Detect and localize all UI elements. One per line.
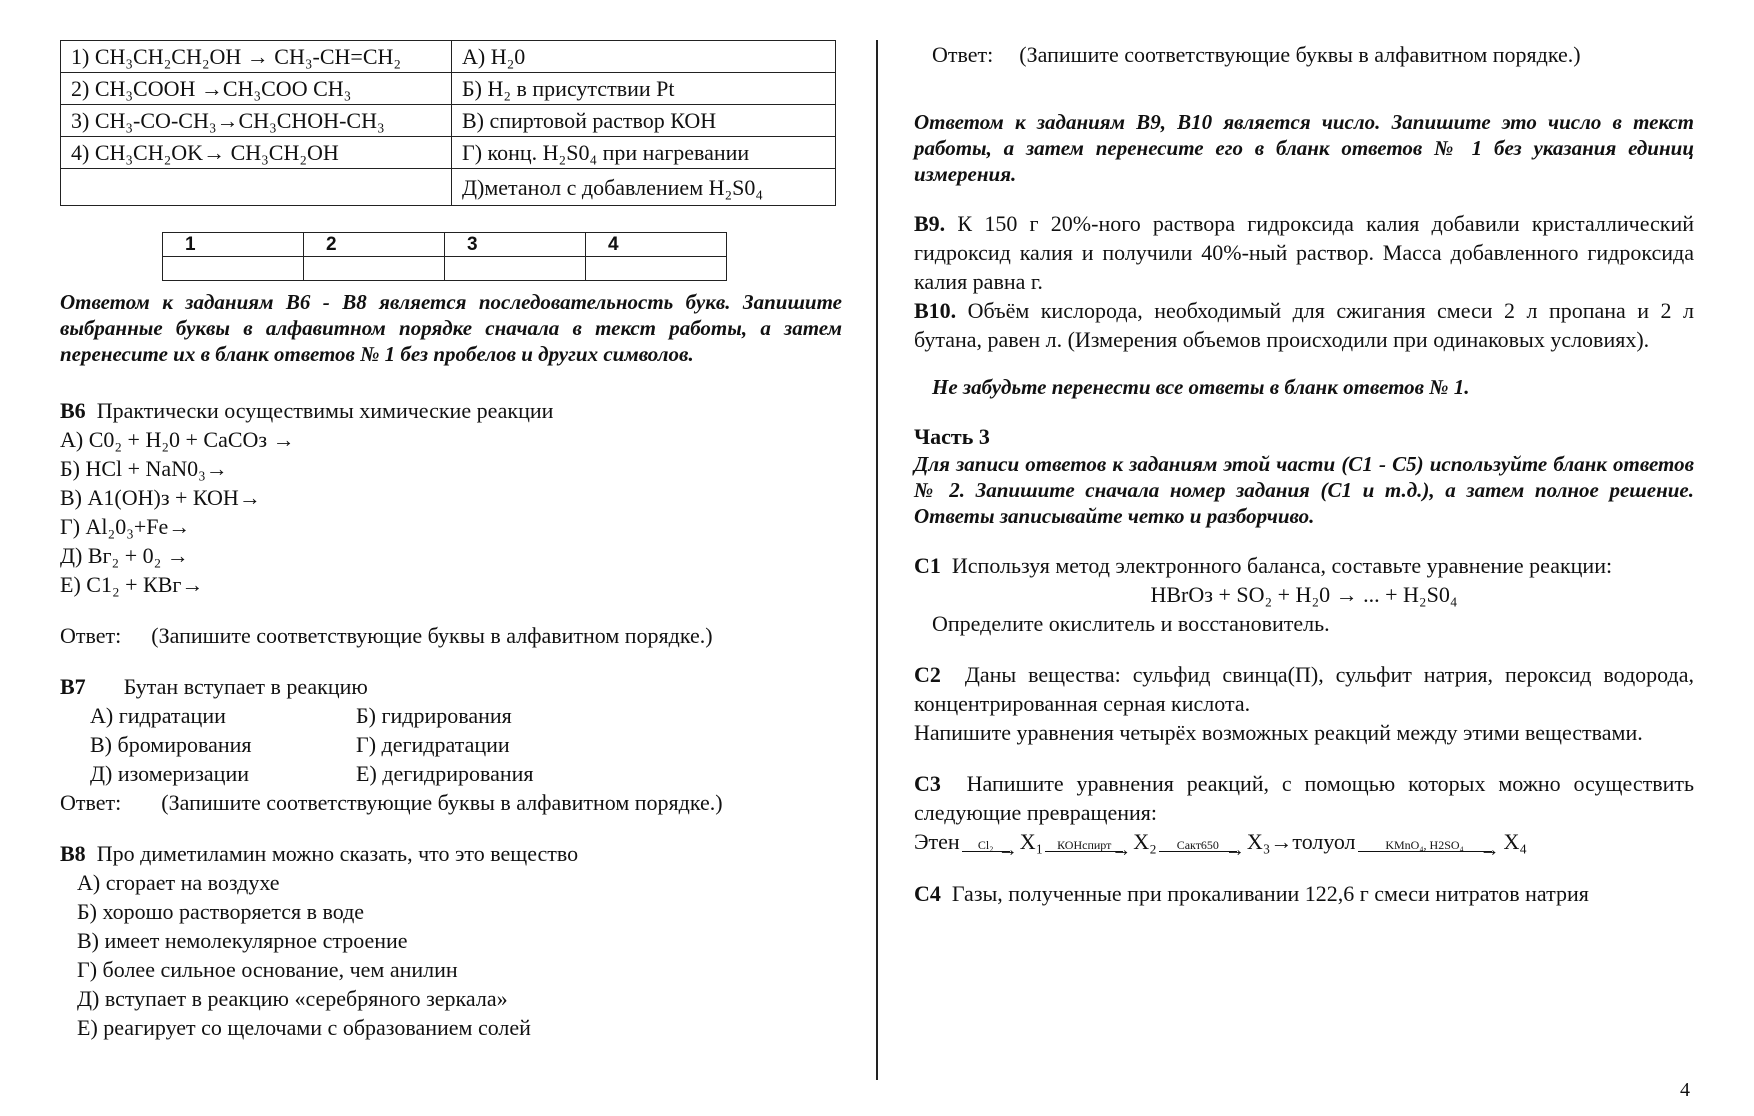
reagent-cell: Г) конц. H₂S0₄ при нагревании: [452, 137, 836, 169]
part3-instruction: Для записи ответов к заданиям этой части (С1 - С5) используйте бланк ответов № 2. Запишите сначала номер задания (С1 и т.д.), а затем полное решение. Ответы записывайте четко и разборчиво.: [914, 452, 1694, 528]
table-row: [61, 41, 836, 73]
b7-option: Е) дегидрирования: [356, 761, 534, 786]
b6-question: [60, 396, 842, 425]
chain-x4: X₄: [1503, 829, 1528, 854]
c3-task: [914, 769, 1694, 827]
b7-option: В) бромирования: [90, 732, 252, 757]
b7-label: В7: [60, 674, 86, 699]
answer-line: [914, 40, 1694, 69]
b9-text: К 150 г 20%-ного раствора гидроксида калия добавили кристаллический гидроксид калия и получили 40%-ный раствор. Масса добавленного гидроксида калия равна г.: [914, 211, 1695, 294]
arrow-condition: Cакт650: [1176, 838, 1219, 852]
b7-options-row: [60, 701, 842, 730]
b6-label: В6: [60, 398, 86, 423]
instruction-b6-b8: Ответом к заданиям В6 - В8 является последовательность букв. Запишите выбранные буквы в алфавитном порядке сначала в текст работы, а затем перенесите их в бланк ответов № 1 без пробелов и других символов.: [60, 290, 842, 366]
b8-text: Про диметиламин можно сказать, что это вещество: [96, 841, 579, 866]
b7-options-row: [60, 759, 842, 788]
b9-task: [914, 209, 1694, 296]
reaction-cell: 3) CH₃-CO-CH₃→CH₃CHOH-CH₃: [61, 105, 452, 137]
answer-header-3: 3: [445, 233, 586, 257]
b6-option: Д) Вг₂ + 0₂ →: [60, 543, 189, 568]
instruction-b9-b10: Ответом к заданиям В9, В10 является число. Запишите это число в текст работы, а затем перенесите его в бланк ответов № 1 без указания единиц измерения.: [914, 110, 1694, 186]
b8-option: Г) более сильное основание, чем анилин: [77, 957, 458, 982]
c2-subtask: Напишите уравнения четырёх возможных реакций между этими веществами.: [914, 720, 1643, 745]
b8-option: Е) реагирует со щелочами с образованием солей: [77, 1015, 531, 1040]
answer-cell-3[interactable]: [445, 257, 586, 281]
chain-arrow-3: [1159, 839, 1237, 859]
b7-options-row: [60, 730, 842, 759]
chain-x1: X₁: [1019, 829, 1044, 854]
b7-question: [60, 672, 842, 701]
answer-label: Ответ:: [60, 790, 122, 815]
b7-option: А) гидратации: [90, 703, 226, 728]
reagent-cell: А) H₂0: [452, 41, 836, 73]
chain-start: Этен: [914, 829, 960, 854]
reaction-cell: 1) CH₃CH₂CH₂OH → CH₃-CH=CH₂: [61, 41, 452, 73]
reaction-cell: 2) CH₃COOH →CH₃COO CH₃: [61, 73, 452, 105]
left-column: [60, 40, 842, 1042]
arrow-condition: Cl₂: [977, 838, 994, 852]
b6-answer-line: [60, 621, 842, 650]
b6-option: А) С0₂ + H₂0 + СаСОз →: [60, 427, 295, 452]
chain-arrow-2: [1045, 839, 1123, 859]
answer-hint: (Запишите соответствующие буквы в алфавитном порядке.): [151, 623, 713, 648]
c1-task: [914, 551, 1694, 580]
b6-option: Е) С1₂ + КВг→: [60, 572, 204, 597]
b7-option: Д) изомеризации: [90, 761, 249, 786]
answer-hint: (Запишите соответствующие буквы в алфавитном порядке.): [1019, 42, 1581, 67]
c2-task: [914, 660, 1694, 718]
chain-x2: X₂: [1133, 829, 1157, 854]
right-column: [914, 40, 1694, 908]
table-row: [61, 105, 836, 137]
b8-label: В8: [60, 841, 86, 866]
matching-table: [60, 40, 836, 206]
b8-option: В) имеет немолекулярное строение: [77, 928, 408, 953]
c2-label: С2: [914, 662, 941, 687]
answer-cell-1[interactable]: [163, 257, 304, 281]
page-number: 4: [1680, 1079, 1690, 1101]
b9-label: В9.: [914, 211, 946, 236]
b7-option: Б) гидрирования: [356, 703, 512, 728]
column-divider: [876, 40, 878, 1080]
answer-label: Ответ:: [932, 42, 994, 67]
c4-text: Газы, полученные при прокаливании 122,6 г смеси нитратов натрия: [951, 881, 1589, 906]
c1-subtask: Определите окислитель и восстановитель.: [932, 611, 1330, 636]
answer-header-1: 1: [163, 233, 304, 257]
reaction-cell: [61, 169, 452, 206]
chain-arrow-4: [1358, 839, 1492, 859]
answer-grid: [162, 232, 727, 281]
c1-equation: HBrOз + SO₂ + H₂0 → ... + H₂S0₄: [1150, 582, 1458, 607]
c3-label: С3: [914, 771, 941, 796]
b8-option: А) сгорает на воздухе: [77, 870, 280, 895]
b7-text: Бутан вступает в реакцию: [123, 674, 368, 699]
reagent-cell: В) спиртовой раствор КОН: [452, 105, 836, 137]
c1-label: С1: [914, 553, 941, 578]
part3-title: Часть 3: [914, 424, 990, 449]
arrow-condition: KMnO₄, H2SO₄: [1385, 838, 1464, 852]
c4-label: С4: [914, 881, 941, 906]
b8-option: Д) вступает в реакцию «серебряного зеркала»: [77, 986, 508, 1011]
answer-hint: (Запишите соответствующие буквы в алфавитном порядке.): [161, 790, 723, 815]
c3-chain: [914, 827, 1694, 859]
b7-option: Г) дегидратации: [356, 732, 510, 757]
table-row: [61, 169, 836, 206]
answer-header-2: 2: [304, 233, 445, 257]
b6-option: В) А1(ОН)з + КОН→: [60, 485, 261, 510]
c2-text: Даны вещества: сульфид свинца(П), сульфит натрия, пероксид водорода, концентрированная серная кислота.: [914, 662, 1694, 716]
b10-label: В10.: [914, 298, 957, 323]
b6-option: Б) HCl + NaN0₃→: [60, 456, 228, 481]
reminder: Не забудьте перенести все ответы в бланк ответов № 1.: [932, 375, 1470, 399]
b6-text: Практически осуществимы химические реакции: [96, 398, 554, 423]
reagent-cell: Б) H₂ в присутствии Pt: [452, 73, 836, 105]
answer-label: Ответ:: [60, 623, 122, 648]
c4-task: [914, 879, 1694, 908]
b6-option: Г) Al₂0₃+Fe→: [60, 514, 191, 539]
answer-cell-4[interactable]: [586, 257, 727, 281]
b10-text: Объём кислорода, необходимый для сжигания смеси 2 л пропана и 2 л бутана, равен л. (Измерения объемов происходили при одинаковых условиях).: [914, 298, 1695, 352]
c3-text: Напишите уравнения реакций, с помощью которых можно осуществить следующие превращения:: [914, 771, 1695, 825]
b10-task: [914, 296, 1694, 354]
table-row: [61, 137, 836, 169]
c1-text: Используя метод электронного баланса, составьте уравнение реакции:: [951, 553, 1613, 578]
chain-arrow-1: [962, 839, 1010, 859]
answer-cell-2[interactable]: [304, 257, 445, 281]
arrow-condition: КОНспирт: [1057, 838, 1112, 852]
b8-option: Б) хорошо растворяется в воде: [77, 899, 365, 924]
b7-answer-line: [60, 788, 842, 817]
b8-question: [60, 839, 842, 868]
reaction-cell: 4) CH₃CH₂OK→ CH₃CH₂OH: [61, 137, 452, 169]
reagent-cell: Д)метанол с добавлением H₂S0₄: [452, 169, 836, 206]
table-row: [61, 73, 836, 105]
chain-x3: X₃→толуол: [1246, 829, 1356, 854]
answer-header-4: 4: [586, 233, 727, 257]
